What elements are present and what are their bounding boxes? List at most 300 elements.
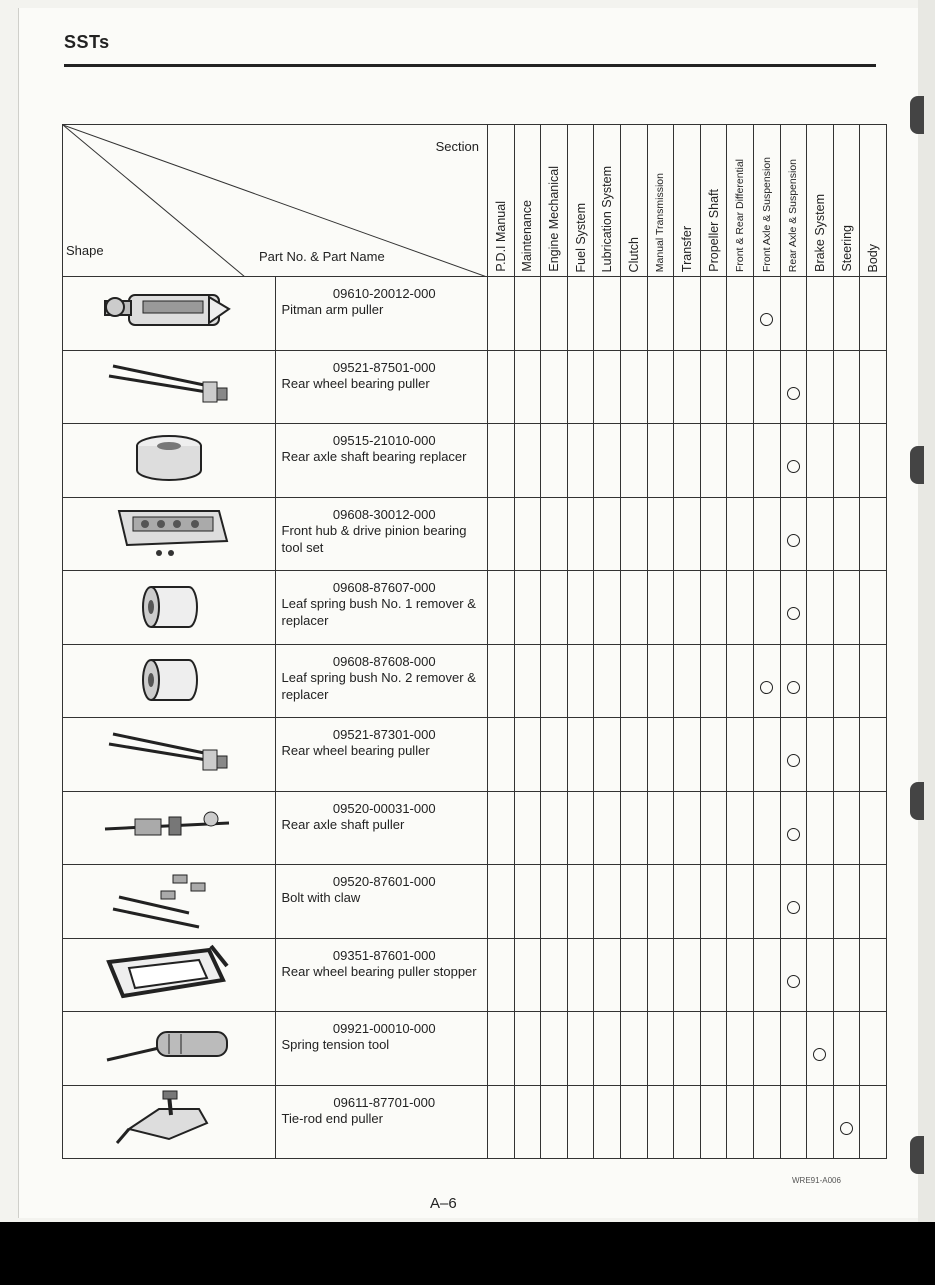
shape-cell <box>63 571 276 645</box>
section-mark-cell <box>753 791 780 865</box>
section-header-label: Front Axle & Suspension <box>760 157 773 272</box>
section-mark-cell <box>860 277 887 351</box>
section-mark-cell <box>647 350 674 424</box>
section-mark-cell <box>860 938 887 1012</box>
shape-cell <box>63 277 276 351</box>
part-cell <box>275 350 488 424</box>
bearing-puller-icon <box>99 401 239 418</box>
section-mark-cell <box>833 865 860 939</box>
page-edge <box>918 0 935 1222</box>
table-row <box>63 791 887 865</box>
section-mark-cell <box>833 718 860 792</box>
part-number: 09611-87701-000 <box>333 1094 436 1110</box>
section-mark-cell <box>727 350 754 424</box>
section-mark-cell <box>753 865 780 939</box>
section-mark-cell <box>753 424 780 498</box>
section-mark-cell <box>594 497 621 571</box>
table-row <box>63 350 887 424</box>
section-header <box>514 125 541 277</box>
header-rule <box>64 64 876 67</box>
section-mark-cell <box>753 277 780 351</box>
section-mark-cell <box>620 718 647 792</box>
section-mark-cell <box>488 350 515 424</box>
section-mark-cell <box>860 497 887 571</box>
section-header <box>727 125 754 277</box>
section-mark-cell <box>700 424 727 498</box>
section-mark-cell <box>700 938 727 1012</box>
section-mark-cell <box>594 571 621 645</box>
applicable-circle-icon <box>787 607 800 620</box>
section-label: Section <box>435 139 479 154</box>
section-mark-cell <box>594 277 621 351</box>
part-label: Part No. & Part Name <box>259 249 385 264</box>
section-header <box>620 125 647 277</box>
section-mark-cell <box>567 497 594 571</box>
section-mark-cell <box>647 1012 674 1086</box>
section-mark-cell <box>594 718 621 792</box>
shape-cell <box>63 350 276 424</box>
part-number: 09608-87607-000 <box>332 580 436 595</box>
part-name: Rear wheel bearing puller <box>281 743 430 758</box>
section-mark-cell <box>674 865 701 939</box>
section-mark-cell <box>727 424 754 498</box>
part-cell <box>275 1012 488 1086</box>
section-mark-cell <box>753 497 780 571</box>
part-cell <box>275 277 488 351</box>
puller-stopper-icon <box>99 989 239 1006</box>
section-mark-cell <box>807 865 834 939</box>
section-mark-cell <box>567 350 594 424</box>
section-header-label: Transfer <box>679 225 694 272</box>
part-number: 09351-87601-000 <box>332 947 436 963</box>
section-mark-cell <box>647 865 674 939</box>
section-mark-cell <box>488 718 515 792</box>
bush-remover-icon <box>99 695 239 712</box>
binder-tab-mark <box>910 96 924 134</box>
section-mark-cell <box>514 497 541 571</box>
section-mark-cell <box>860 424 887 498</box>
part-number: 09520-00031-000 <box>332 800 436 816</box>
section-mark-cell <box>488 424 515 498</box>
table-header-row <box>63 125 887 277</box>
section-mark-cell <box>620 938 647 1012</box>
table-row <box>63 424 887 498</box>
binder-tab-mark <box>910 446 924 484</box>
tool-set-case-icon <box>99 548 239 565</box>
section-mark-cell <box>541 571 568 645</box>
table-row <box>63 1085 887 1159</box>
part-number: 09515-21010-000 <box>332 433 436 448</box>
section-mark-cell <box>567 718 594 792</box>
section-mark-cell <box>780 718 807 792</box>
section-mark-cell <box>833 938 860 1012</box>
shape-cell <box>63 938 276 1012</box>
section-mark-cell <box>541 350 568 424</box>
section-mark-cell <box>807 424 834 498</box>
section-mark-cell <box>514 571 541 645</box>
bearing-replacer-icon <box>99 475 239 492</box>
section-mark-cell <box>807 938 834 1012</box>
section-header-label: Clutch <box>626 236 641 272</box>
section-mark-cell <box>541 497 568 571</box>
section-header <box>700 125 727 277</box>
section-mark-cell <box>674 350 701 424</box>
section-mark-cell <box>541 1012 568 1086</box>
section-mark-cell <box>833 277 860 351</box>
part-name: Rear wheel bearing puller stopper <box>281 963 477 979</box>
section-mark-cell <box>753 718 780 792</box>
section-mark-cell <box>753 1085 780 1159</box>
section-header-label: Maintenance <box>520 200 535 272</box>
section-mark-cell <box>567 1012 594 1086</box>
section-mark-cell <box>753 571 780 645</box>
applicable-circle-icon <box>787 754 800 767</box>
part-name: Rear axle shaft puller <box>281 816 405 832</box>
page-title: SSTs <box>64 32 110 52</box>
applicable-circle-icon <box>760 681 773 694</box>
section-mark-cell <box>488 497 515 571</box>
section-mark-cell <box>753 938 780 1012</box>
part-name: Leaf spring bush No. 2 remover & replacer <box>281 669 476 702</box>
section-mark-cell <box>647 497 674 571</box>
section-mark-cell <box>620 1012 647 1086</box>
section-mark-cell <box>567 938 594 1012</box>
section-mark-cell <box>780 571 807 645</box>
section-mark-cell <box>780 791 807 865</box>
section-mark-cell <box>514 350 541 424</box>
part-number: 09520-87601-000 <box>332 874 436 889</box>
shape-cell <box>63 424 276 498</box>
section-mark-cell <box>674 644 701 718</box>
section-mark-cell <box>594 1085 621 1159</box>
section-mark-cell <box>780 1085 807 1159</box>
section-mark-cell <box>753 644 780 718</box>
section-mark-cell <box>594 865 621 939</box>
section-mark-cell <box>620 497 647 571</box>
section-mark-cell <box>514 644 541 718</box>
section-mark-cell <box>727 1012 754 1086</box>
shape-cell <box>63 1012 276 1086</box>
part-name: Bolt with claw <box>281 890 361 905</box>
section-header-label: Rear Axle & Suspension <box>787 158 800 272</box>
table-row <box>63 497 887 571</box>
section-header <box>753 125 780 277</box>
scan-shadow <box>0 1222 935 1285</box>
section-header <box>780 125 807 277</box>
section-mark-cell <box>860 571 887 645</box>
section-mark-cell <box>488 571 515 645</box>
section-mark-cell <box>860 644 887 718</box>
section-mark-cell <box>488 865 515 939</box>
section-mark-cell <box>780 938 807 1012</box>
section-mark-cell <box>647 718 674 792</box>
section-mark-cell <box>488 1012 515 1086</box>
section-mark-cell <box>488 644 515 718</box>
part-cell <box>275 571 488 645</box>
applicable-circle-icon <box>760 313 773 326</box>
section-mark-cell <box>594 644 621 718</box>
section-mark-cell <box>647 1085 674 1159</box>
section-mark-cell <box>780 424 807 498</box>
applicable-circle-icon <box>840 1122 853 1135</box>
section-mark-cell <box>567 424 594 498</box>
section-header-label: Brake System <box>812 194 827 272</box>
section-mark-cell <box>780 865 807 939</box>
applicable-circle-icon <box>813 1048 826 1061</box>
section-mark-cell <box>594 350 621 424</box>
section-mark-cell <box>833 571 860 645</box>
section-mark-cell <box>514 938 541 1012</box>
part-number: 09610-20012-000 <box>332 286 436 301</box>
applicable-circle-icon <box>787 387 800 400</box>
binder-tab-mark <box>910 1136 924 1174</box>
section-mark-cell <box>594 938 621 1012</box>
table-row <box>63 938 887 1012</box>
table-row <box>63 718 887 792</box>
bolt-with-claw-icon <box>99 916 239 933</box>
table-row <box>63 571 887 645</box>
shape-cell <box>63 865 276 939</box>
bush-remover-icon <box>99 622 239 639</box>
part-cell <box>275 1085 488 1159</box>
part-cell <box>275 718 488 792</box>
part-name: Spring tension tool <box>281 1037 390 1052</box>
section-mark-cell <box>780 277 807 351</box>
section-mark-cell <box>620 424 647 498</box>
shape-cell <box>63 497 276 571</box>
section-header <box>594 125 621 277</box>
section-mark-cell <box>647 571 674 645</box>
table-row <box>63 644 887 718</box>
section-mark-cell <box>620 644 647 718</box>
section-header <box>674 125 701 277</box>
document-code: WRE91-A006 <box>792 1176 841 1185</box>
section-mark-cell <box>833 1085 860 1159</box>
section-mark-cell <box>700 277 727 351</box>
part-number: 09521-87301-000 <box>332 727 436 742</box>
section-header-label: Lubrication System <box>600 165 615 272</box>
section-mark-cell <box>514 277 541 351</box>
section-header-label: Front & Rear Differential <box>734 158 747 272</box>
section-mark-cell <box>488 791 515 865</box>
section-mark-cell <box>541 791 568 865</box>
page-number: A–6 <box>430 1195 457 1212</box>
part-name: Leaf spring bush No. 1 remover & replacer <box>281 596 476 628</box>
section-mark-cell <box>674 938 701 1012</box>
section-mark-cell <box>860 1012 887 1086</box>
section-mark-cell <box>567 277 594 351</box>
part-name: Rear axle shaft bearing replacer <box>281 449 467 464</box>
section-mark-cell <box>647 644 674 718</box>
applicable-circle-icon <box>787 828 800 841</box>
section-mark-cell <box>620 350 647 424</box>
shape-cell <box>63 718 276 792</box>
section-header <box>860 125 887 277</box>
section-mark-cell <box>674 1012 701 1086</box>
section-mark-cell <box>674 277 701 351</box>
section-mark-cell <box>541 865 568 939</box>
section-mark-cell <box>780 1012 807 1086</box>
pitman-arm-puller-icon <box>99 328 239 345</box>
section-mark-cell <box>541 1085 568 1159</box>
section-mark-cell <box>807 277 834 351</box>
section-mark-cell <box>514 1085 541 1159</box>
section-header <box>567 125 594 277</box>
section-mark-cell <box>807 497 834 571</box>
section-header-label: Engine Mechanical <box>546 166 561 272</box>
section-header <box>488 125 515 277</box>
part-cell <box>275 644 488 718</box>
section-mark-cell <box>541 277 568 351</box>
section-header-label: Manual Transmission <box>654 172 667 272</box>
section-mark-cell <box>807 718 834 792</box>
table-row <box>63 277 887 351</box>
section-header <box>833 125 860 277</box>
section-mark-cell <box>860 1085 887 1159</box>
section-mark-cell <box>860 718 887 792</box>
section-mark-cell <box>488 938 515 1012</box>
section-mark-cell <box>514 865 541 939</box>
part-cell <box>275 424 488 498</box>
part-number: 09608-87608-000 <box>332 653 436 669</box>
section-mark-cell <box>700 791 727 865</box>
section-header-label: P.D.I Manual <box>493 201 508 272</box>
section-mark-cell <box>674 718 701 792</box>
part-cell <box>275 791 488 865</box>
section-mark-cell <box>753 1012 780 1086</box>
part-name: Pitman arm puller <box>281 302 384 317</box>
section-mark-cell <box>727 791 754 865</box>
part-number: 09521-87501-000 <box>332 359 436 375</box>
section-mark-cell <box>620 865 647 939</box>
part-name: Front hub & drive pinion bearing tool set <box>281 522 467 555</box>
section-mark-cell <box>620 1085 647 1159</box>
section-mark-cell <box>488 277 515 351</box>
section-mark-cell <box>541 644 568 718</box>
section-mark-cell <box>727 718 754 792</box>
section-mark-cell <box>860 350 887 424</box>
section-mark-cell <box>833 497 860 571</box>
section-mark-cell <box>700 644 727 718</box>
section-header-label: Body <box>866 243 881 272</box>
section-mark-cell <box>807 350 834 424</box>
section-mark-cell <box>700 718 727 792</box>
section-mark-cell <box>780 644 807 718</box>
section-header-label: Propeller Shaft <box>706 189 721 272</box>
sst-table <box>62 124 887 1159</box>
part-name: Tie-rod end puller <box>281 1110 383 1126</box>
section-mark-cell <box>647 938 674 1012</box>
section-mark-cell <box>594 791 621 865</box>
section-mark-cell <box>727 277 754 351</box>
section-mark-cell <box>780 497 807 571</box>
table-row <box>63 1012 887 1086</box>
shape-cell <box>63 644 276 718</box>
section-mark-cell <box>727 938 754 1012</box>
section-mark-cell <box>727 865 754 939</box>
section-mark-cell <box>807 1012 834 1086</box>
section-mark-cell <box>700 571 727 645</box>
section-mark-cell <box>620 277 647 351</box>
applicable-circle-icon <box>787 460 800 473</box>
section-mark-cell <box>700 1085 727 1159</box>
section-mark-cell <box>860 791 887 865</box>
section-mark-cell <box>567 644 594 718</box>
section-mark-cell <box>647 791 674 865</box>
section-mark-cell <box>674 424 701 498</box>
part-number: 09921-00010-000 <box>332 1021 436 1036</box>
section-mark-cell <box>807 791 834 865</box>
section-mark-cell <box>833 791 860 865</box>
applicable-circle-icon <box>787 681 800 694</box>
section-header <box>807 125 834 277</box>
section-mark-cell <box>647 277 674 351</box>
section-mark-cell <box>514 1012 541 1086</box>
applicable-circle-icon <box>787 534 800 547</box>
section-mark-cell <box>541 718 568 792</box>
section-mark-cell <box>594 1012 621 1086</box>
section-mark-cell <box>594 424 621 498</box>
tie-rod-end-puller-icon <box>99 1136 239 1153</box>
section-header <box>541 125 568 277</box>
section-mark-cell <box>700 497 727 571</box>
section-header-label: Fuel System <box>573 202 588 272</box>
bearing-puller-icon <box>99 769 239 786</box>
section-mark-cell <box>727 497 754 571</box>
section-mark-cell <box>541 938 568 1012</box>
section-mark-cell <box>700 1012 727 1086</box>
section-header-label: Steering <box>839 225 854 272</box>
section-mark-cell <box>700 865 727 939</box>
section-mark-cell <box>727 571 754 645</box>
corner-header <box>63 125 488 277</box>
section-mark-cell <box>753 350 780 424</box>
part-cell <box>275 497 488 571</box>
section-mark-cell <box>807 571 834 645</box>
section-mark-cell <box>833 1012 860 1086</box>
section-mark-cell <box>514 424 541 498</box>
section-mark-cell <box>514 718 541 792</box>
section-mark-cell <box>514 791 541 865</box>
section-mark-cell <box>674 571 701 645</box>
applicable-circle-icon <box>787 975 800 988</box>
section-mark-cell <box>860 865 887 939</box>
section-mark-cell <box>807 1085 834 1159</box>
section-mark-cell <box>567 791 594 865</box>
part-number: 09608-30012-000 <box>332 506 436 522</box>
section-mark-cell <box>674 497 701 571</box>
section-mark-cell <box>807 644 834 718</box>
section-mark-cell <box>700 350 727 424</box>
axle-shaft-puller-icon <box>99 842 239 859</box>
section-mark-cell <box>488 1085 515 1159</box>
shape-cell <box>63 1085 276 1159</box>
section-header <box>647 125 674 277</box>
section-mark-cell <box>833 424 860 498</box>
part-cell <box>275 865 488 939</box>
section-mark-cell <box>674 791 701 865</box>
shape-cell <box>63 791 276 865</box>
section-mark-cell <box>674 1085 701 1159</box>
section-mark-cell <box>780 350 807 424</box>
section-mark-cell <box>620 571 647 645</box>
section-mark-cell <box>727 1085 754 1159</box>
spring-tension-tool-icon <box>99 1063 239 1080</box>
section-mark-cell <box>567 1085 594 1159</box>
part-name: Rear wheel bearing puller <box>281 375 430 391</box>
section-mark-cell <box>727 644 754 718</box>
shape-label: Shape <box>66 243 104 258</box>
